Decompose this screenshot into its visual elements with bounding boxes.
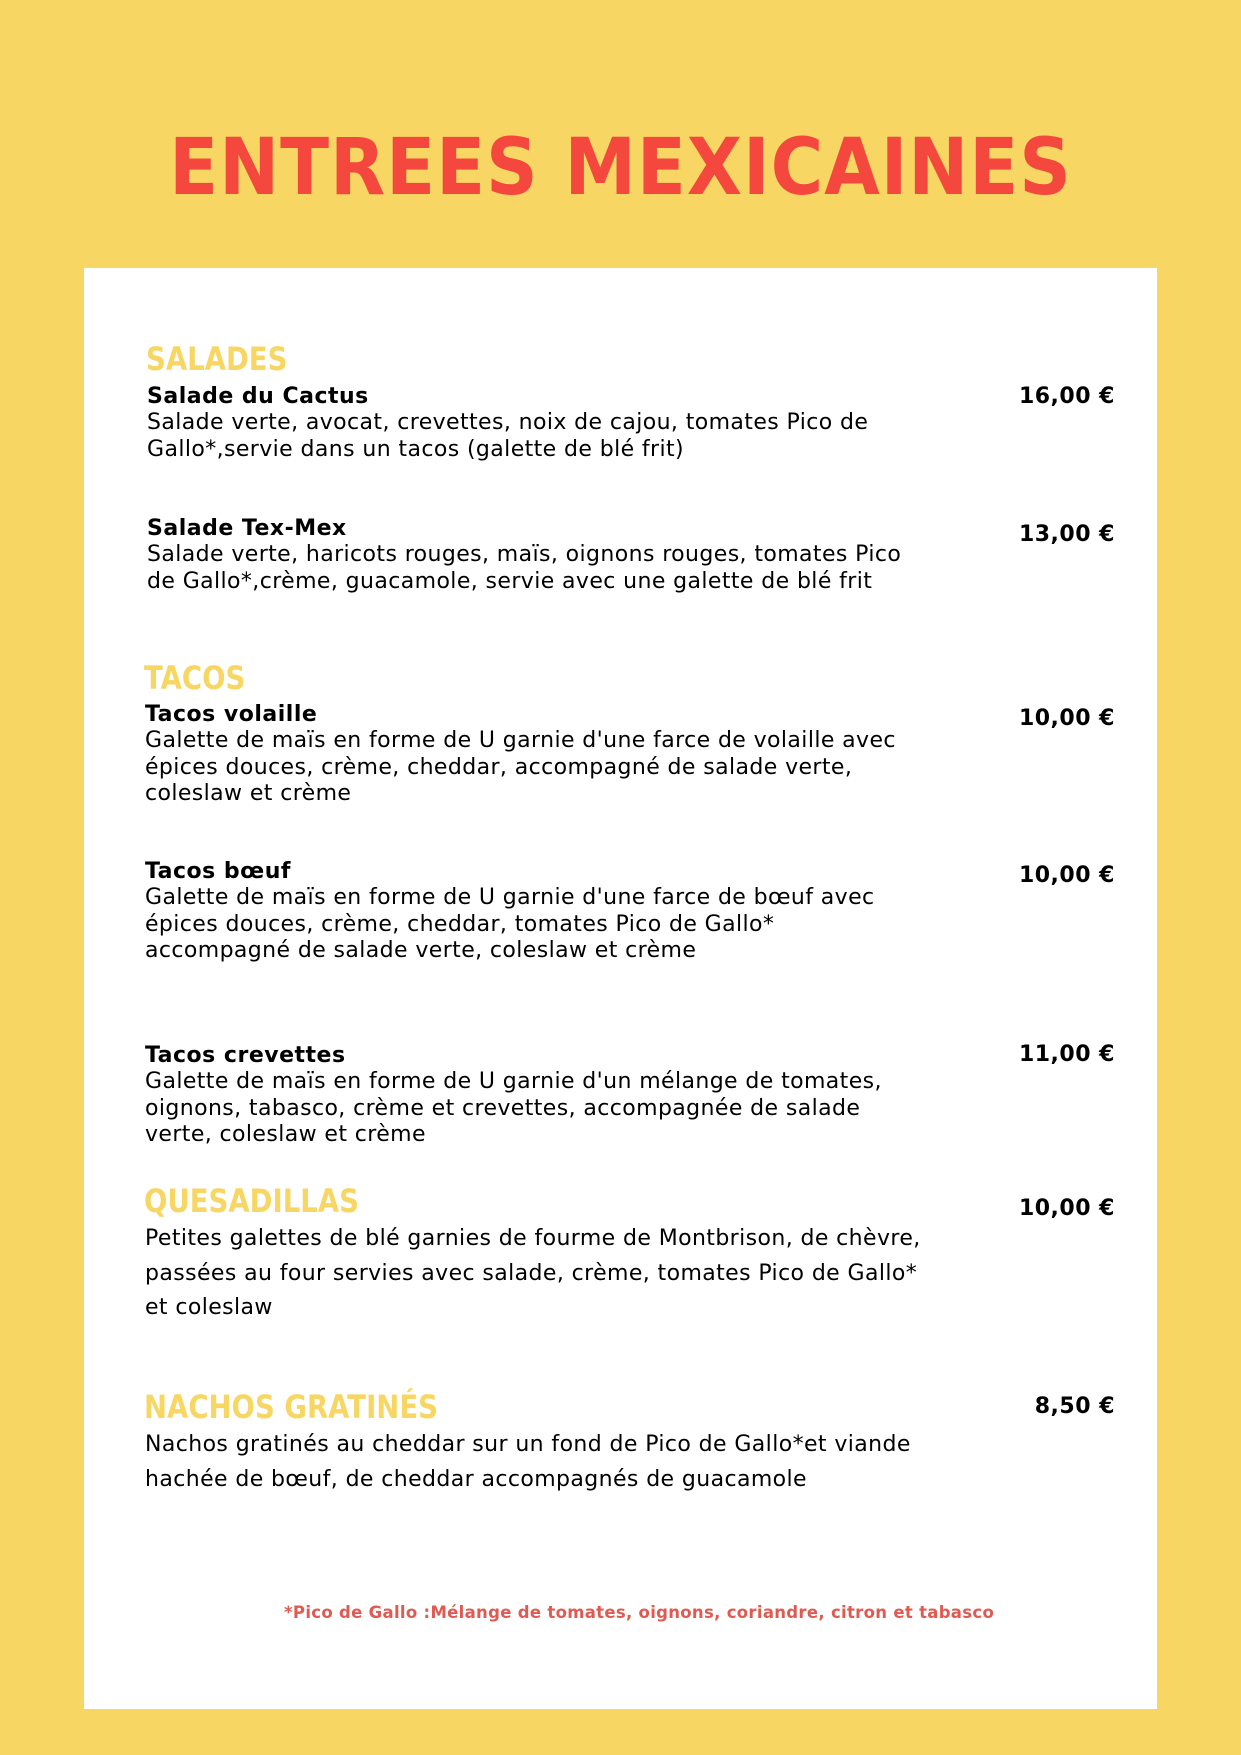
- menu-item-tacos-crevettes: [145, 1043, 905, 1149]
- item-description: Galette de maïs en forme de U garnie d'un mélange de tomates, oignons, tabasco, crème et crevettes, accompagnée de salade verte, coleslaw et crème: [145, 1069, 882, 1147]
- footnote: *Pico de Gallo :Mélange de tomates, oignons, coriandre, citron et tabasco: [284, 1603, 995, 1622]
- item-description: Salade verte, avocat, crevettes, noix de cajou, tomates Pico de Gallo*,servie dans un tacos (galette de blé frit): [147, 410, 869, 462]
- menu-item-tacos-volaille: [145, 702, 905, 808]
- item-description: Salade verte, haricots rouges, maïs, oignons rouges, tomates Pico de Gallo*,crème, guacamole, servie avec une galette de blé frit: [147, 542, 902, 594]
- item-description: Galette de maïs en forme de U garnie d'une farce de bœuf avec épices douces, crème, cheddar, tomates Pico de Gallo* accompagné de salade verte, coleslaw et crème: [145, 885, 875, 963]
- item-price: 16,00 €: [1018, 384, 1115, 409]
- item-description: Nachos gratinés au cheddar sur un fond de Pico de Gallo*et viande hachée de bœuf, de cheddar accompagnés de guacamole: [145, 1432, 911, 1492]
- section-heading-tacos: TACOS: [144, 659, 246, 697]
- item-name: Tacos volaille: [145, 702, 318, 727]
- section-heading-nachos: NACHOS GRATINÉS: [144, 1388, 438, 1426]
- item-price: 10,00 €: [1018, 1196, 1115, 1221]
- page-title: ENTREES MEXICAINES: [169, 123, 1072, 213]
- item-price: 11,00 €: [1018, 1042, 1115, 1067]
- section-heading-quesadillas: QUESADILLAS: [144, 1182, 359, 1220]
- menu-card: [84, 268, 1157, 1709]
- item-description: Galette de maïs en forme de U garnie d'une farce de volaille avec épices douces, crème, cheddar, accompagné de salade verte, coleslaw et crème: [145, 728, 896, 806]
- item-price: 8,50 €: [1034, 1394, 1115, 1419]
- item-price: 10,00 €: [1018, 863, 1115, 888]
- item-name: Salade Tex-Mex: [147, 516, 347, 541]
- section-heading-salades: SALADES: [146, 340, 288, 378]
- menu-item-tacos-boeuf: [145, 859, 905, 965]
- item-name: Tacos bœuf: [145, 859, 291, 884]
- item-name: Tacos crevettes: [145, 1043, 346, 1068]
- menu-item-salade-tex-mex: [147, 516, 907, 595]
- item-price: 10,00 €: [1018, 706, 1115, 731]
- item-price: 13,00 €: [1018, 522, 1115, 547]
- menu-item-salade-cactus: [147, 384, 907, 463]
- item-description: Petites galettes de blé garnies de fourme de Montbrison, de chèvre, passées au four servies avec salade, crème, tomates Pico de Gallo* et coleslaw: [145, 1226, 921, 1320]
- item-name: Salade du Cactus: [147, 384, 369, 409]
